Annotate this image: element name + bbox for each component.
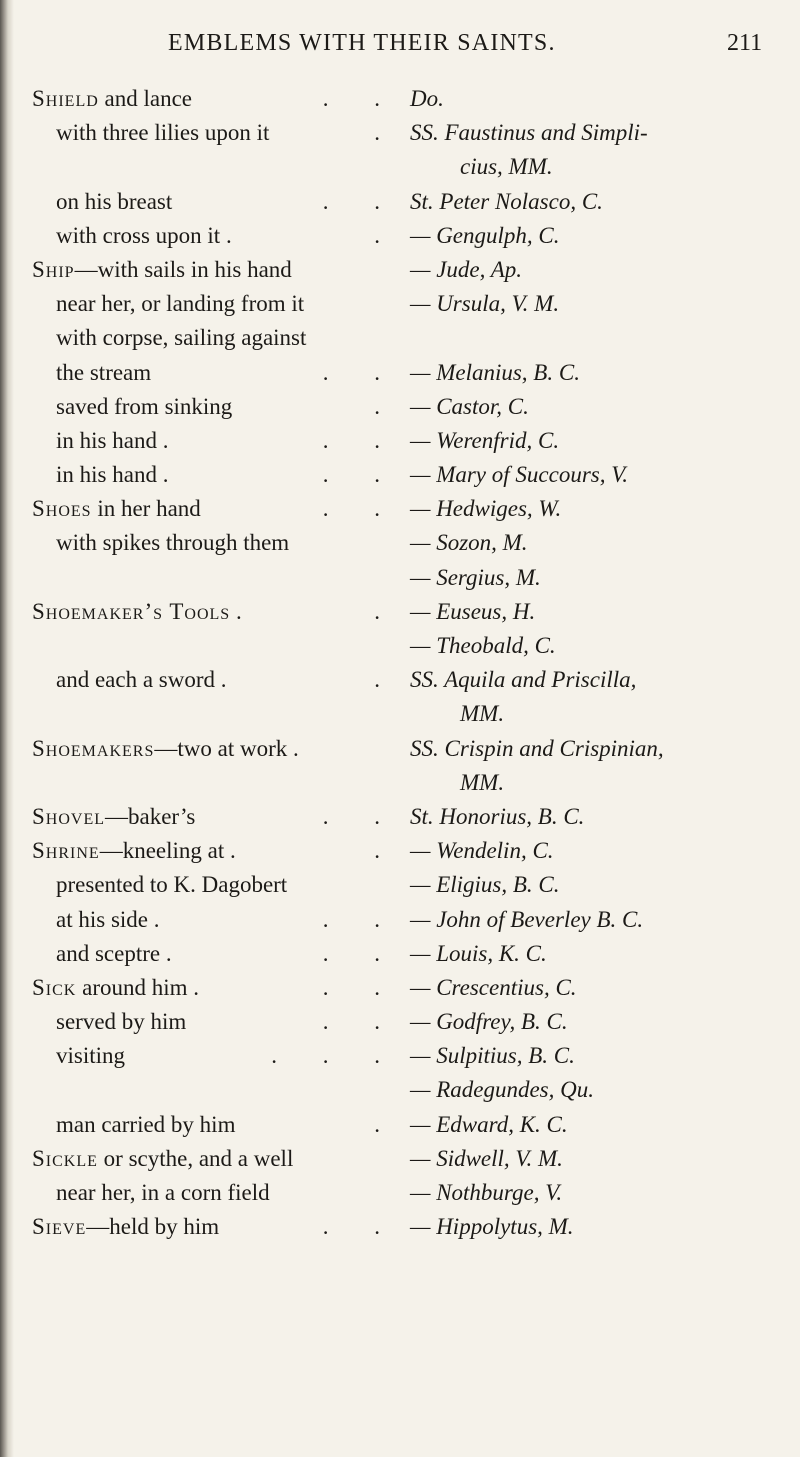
emblem-text: near her, in a corn field — [56, 1180, 270, 1205]
emblem-text: with corpse, sailing against — [56, 325, 307, 351]
emblem-entry — [0, 971, 800, 1005]
saint-name: — Hippolytus, M. — [410, 1214, 574, 1240]
saint-name: — Mary of Succours, V. — [410, 462, 629, 488]
emblem-description — [56, 390, 232, 424]
leader-dots: . . — [322, 1214, 400, 1240]
emblem-description — [56, 458, 168, 492]
emblem-description — [56, 424, 168, 458]
leader-dots: . — [374, 667, 400, 693]
leader-dots: . . — [322, 803, 400, 829]
emblem-text: at his side . — [56, 906, 160, 932]
saint-name: — John of Beverley B. C. — [410, 906, 644, 932]
saint-name: — Sulpitius, B. C. — [410, 1043, 575, 1069]
leader-dots: . . — [322, 940, 400, 966]
emblem-text: in his hand . — [56, 462, 169, 488]
leader-dots: . — [374, 598, 400, 624]
emblem-text: —held by him — [86, 1214, 220, 1240]
emblem-entry — [0, 800, 800, 834]
running-title: EMBLEMS WITH THEIR SAINTS. — [168, 30, 556, 56]
emblem-text: the stream — [56, 359, 152, 385]
emblem-text: presented to K. Dagobert — [56, 872, 288, 898]
emblem-entry — [0, 697, 800, 731]
emblem-entry — [0, 834, 800, 868]
leader-dots: . . — [322, 188, 400, 214]
emblem-description — [56, 287, 304, 321]
leader-dots: . — [374, 1111, 400, 1137]
emblem-entry — [0, 1005, 800, 1039]
saint-name: — Sergius, M. — [410, 564, 541, 590]
saint-name: MM. — [460, 701, 505, 727]
emblem-heading: Ship — [32, 256, 75, 282]
saint-name: — Godfrey, B. C. — [410, 1009, 568, 1035]
saint-name: — Sidwell, V. M. — [410, 1145, 563, 1171]
emblem-entry — [0, 629, 800, 663]
emblem-entry — [0, 150, 800, 184]
emblem-entry — [0, 595, 800, 629]
emblem-description — [32, 834, 236, 868]
emblem-list — [0, 82, 800, 1244]
emblem-heading: Shrine — [32, 838, 100, 864]
emblem-text: —with sails in his hand — [74, 256, 292, 282]
page-number: 211 — [727, 30, 763, 56]
page-header — [0, 30, 800, 60]
emblem-text: in his hand . — [56, 427, 169, 453]
emblem-entry — [0, 1176, 800, 1210]
emblem-entry — [0, 253, 800, 287]
emblem-text: visiting — [56, 1043, 126, 1069]
emblem-description — [56, 116, 269, 150]
emblem-description — [32, 492, 201, 526]
emblem-description — [32, 732, 299, 766]
emblem-text: on his breast — [56, 188, 173, 214]
emblem-description — [56, 185, 172, 219]
leader-dots: . . — [322, 1009, 400, 1035]
emblem-description — [32, 82, 192, 116]
leader-dots: . — [374, 838, 400, 864]
emblem-entry — [0, 663, 800, 697]
emblem-entry — [0, 937, 800, 971]
emblem-entry — [0, 1142, 800, 1176]
emblem-description — [56, 321, 306, 355]
emblem-entry — [0, 390, 800, 424]
emblem-text: . — [230, 598, 242, 624]
emblem-heading: Sieve — [32, 1214, 87, 1240]
emblem-description — [56, 1005, 186, 1039]
emblem-description — [32, 1210, 219, 1244]
emblem-description — [56, 219, 232, 253]
emblem-heading: Shoes — [32, 496, 92, 522]
saint-name: — Werenfrid, C. — [410, 427, 560, 453]
saint-name: St. Honorius, B. C. — [410, 803, 585, 829]
emblem-description — [56, 663, 227, 697]
saint-name: — Melanius, B. C. — [410, 359, 580, 385]
emblem-entry — [0, 287, 800, 321]
emblem-entry — [0, 868, 800, 902]
emblem-description — [56, 1176, 270, 1210]
saint-name: — Eligius, B. C. — [410, 872, 560, 898]
emblem-description — [56, 1039, 125, 1073]
emblem-text: with cross upon it . — [56, 222, 232, 248]
emblem-entry — [0, 321, 800, 355]
emblem-text: in her hand — [91, 496, 201, 522]
saint-name: St. Peter Nolasco, C. — [410, 188, 603, 214]
emblem-heading: Shield — [32, 86, 99, 111]
emblem-heading: Shoemaker’s Tools — [32, 598, 231, 624]
saint-name: SS. Crispin and Crispinian, — [410, 735, 664, 761]
saint-name: — Edward, K. C. — [410, 1111, 568, 1137]
leader-dots: . — [374, 120, 400, 146]
emblem-entry — [0, 766, 800, 800]
emblem-heading: Sickle — [32, 1145, 98, 1171]
emblem-entry — [0, 356, 800, 390]
emblem-text: and lance — [98, 86, 193, 111]
leader-dots: . — [374, 222, 400, 248]
saint-name: — Hedwiges, W. — [410, 496, 562, 522]
saint-name: cius, MM. — [460, 154, 553, 180]
emblem-entry — [0, 526, 800, 560]
leader-dots: . . — [322, 974, 400, 1000]
emblem-description — [32, 253, 292, 287]
emblem-description — [56, 526, 289, 560]
emblem-heading: Sick — [32, 974, 77, 1000]
emblem-entry — [0, 219, 800, 253]
emblem-entry — [0, 561, 800, 595]
emblem-entry — [0, 492, 800, 526]
emblem-text: or scythe, and a well — [97, 1145, 294, 1171]
emblem-text: and sceptre . — [56, 940, 172, 966]
emblem-text: and each a sword . — [56, 667, 227, 693]
saint-name: — Nothburge, V. — [410, 1180, 563, 1205]
emblem-entry — [0, 903, 800, 937]
saint-name: — Louis, K. C. — [410, 940, 547, 966]
saint-name: — Crescentius, C. — [410, 974, 577, 1000]
emblem-description — [56, 903, 160, 937]
emblem-description — [56, 356, 151, 390]
emblem-text: near her, or landing from it — [56, 291, 305, 317]
leader-dots: . . — [322, 906, 400, 932]
emblem-description — [32, 800, 195, 834]
emblem-description — [32, 1142, 293, 1176]
saint-name: — Euseus, H. — [410, 598, 536, 624]
saint-name: — Castor, C. — [410, 393, 529, 419]
saint-name: Do. — [410, 86, 444, 111]
saint-name: — Jude, Ap. — [410, 256, 523, 282]
saint-name: SS. Aquila and Priscilla, — [410, 667, 637, 693]
emblem-entry — [0, 732, 800, 766]
leader-dots: . . — [322, 86, 400, 111]
emblem-description — [32, 595, 242, 629]
emblem-text: with three lilies upon it — [56, 120, 270, 146]
emblem-heading: Shovel — [32, 803, 106, 829]
leader-dots: . — [374, 393, 400, 419]
emblem-entry — [0, 1108, 800, 1142]
leader-dots: . . — [322, 427, 400, 453]
leader-dots: . . . — [271, 1043, 400, 1069]
emblem-text: saved from sinking — [56, 393, 233, 419]
emblem-description — [56, 937, 172, 971]
saint-name: — Gengulph, C. — [410, 222, 560, 248]
emblem-entry — [0, 1073, 800, 1107]
emblem-entry — [0, 185, 800, 219]
emblem-text: —kneeling at . — [99, 838, 236, 864]
emblem-entry — [0, 116, 800, 150]
leader-dots: . . — [322, 359, 400, 385]
leader-dots: . . — [322, 496, 400, 522]
emblem-description — [56, 1108, 235, 1142]
saint-name: SS. Faustinus and Simpli- — [410, 120, 648, 146]
emblem-entry — [0, 1210, 800, 1244]
saint-name: — Theobald, C. — [410, 633, 556, 658]
saint-name: — Ursula, V. M. — [410, 291, 560, 317]
leader-dots: . . — [322, 462, 400, 488]
saint-name: — Radegundes, Qu. — [410, 1077, 594, 1103]
emblem-entry — [0, 82, 800, 116]
saint-name: MM. — [460, 769, 505, 795]
emblem-description — [56, 868, 287, 902]
emblem-entry — [0, 424, 800, 458]
emblem-text: with spikes through them — [56, 530, 290, 556]
emblem-text: served by him — [56, 1009, 187, 1035]
emblem-text: around him . — [76, 974, 200, 1000]
saint-name: — Sozon, M. — [410, 530, 528, 556]
saint-name: — Wendelin, C. — [410, 838, 554, 864]
emblem-description — [32, 971, 199, 1005]
emblem-heading: Shoemakers — [32, 735, 155, 761]
emblem-text: man carried by him — [56, 1111, 236, 1137]
emblem-entry — [0, 458, 800, 492]
emblem-text: —two at work . — [154, 735, 299, 761]
emblem-text: —baker’s — [105, 803, 196, 829]
emblem-entry — [0, 1039, 800, 1073]
